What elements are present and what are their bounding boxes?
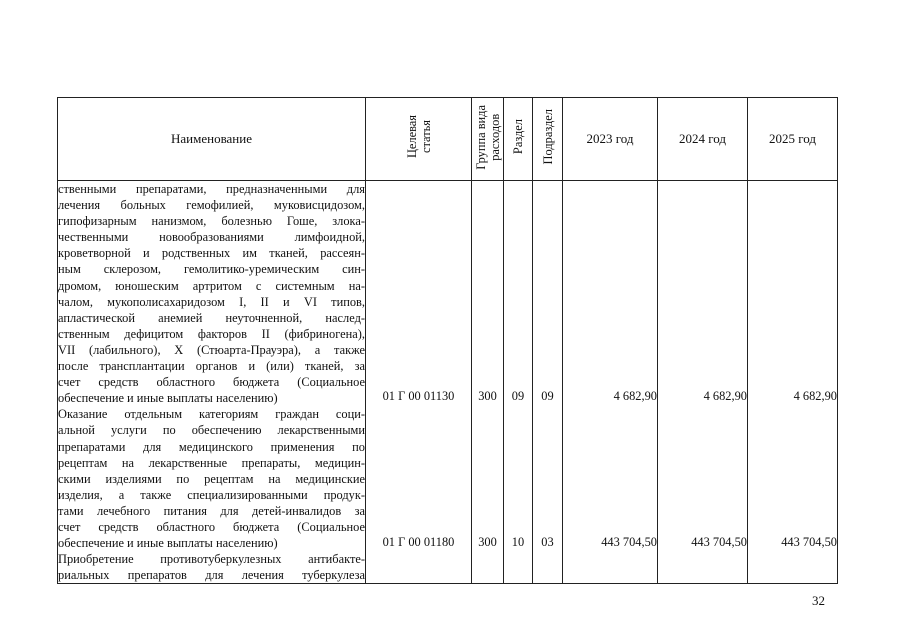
section-cell <box>504 181 533 584</box>
amount-2023-value: 4 682,90 <box>613 389 657 403</box>
header-section: Раздел <box>504 98 533 181</box>
header-target-article: Целевая статья <box>366 98 472 181</box>
expense-group-value: 300 <box>478 389 497 403</box>
header-2025: 2025 год <box>748 98 838 181</box>
amount-2023-cell <box>563 181 658 584</box>
amount-2024-value: 4 682,90 <box>703 389 747 403</box>
table-row <box>58 181 838 584</box>
section-value: 10 <box>511 535 525 549</box>
target-article-value: 01 Г 00 01130 <box>382 389 455 403</box>
description-cell: ственными препаратами, предназначенными для лечения больных гемофилией, муковисцидозом, гипофизарным нанизмом, болезнью Гоше, злока- чественными новообразованиями лимфоидной, кроветворной и родственных им тканей, рассеян- ным склерозом, гемолитико-уремическим син- дромом, юношеским артритом с системным на- чалом, мукополисахаридозом I, II и VI типов, апластической анемией неуточненной, наслед- ственным дефицитом факторов II (фибриногена), VII (лабильного), X (Стюарта-Прауэра), а также после трансплантации органов и (или) тканей, за счет средств областного бюджета (Социальное обеспечение и иные выплаты населению) Оказание отдельным категориям граждан соци- альной услуги по обеспечению лекарственными препаратами для медицинского применения по рецептам на лекарственные препараты, медицин- скими изделиями по рецептам на медицинские изделия, а также специализированными продук- тами лечебного питания для детей-инвалидов за счет средств областного бюджета (Социальное обеспечение и иные выплаты населению) Приобретение противотуберкулезных антибакте- риальных препаратов для лечения туберкулеза <box>58 182 365 583</box>
subsection-value: 09 <box>541 389 554 403</box>
section-value: 09 <box>511 389 525 403</box>
header-2023: 2023 год <box>563 98 658 181</box>
amount-2025-value: 443 704,50 <box>781 535 837 549</box>
target-article-cell <box>366 181 472 584</box>
page-number: 32 <box>812 593 825 608</box>
amount-2024-cell <box>658 181 748 584</box>
subsection-value: 03 <box>541 535 554 549</box>
header-row <box>58 98 838 181</box>
expense-group-value: 300 <box>478 535 497 549</box>
amount-2025-value: 4 682,90 <box>793 389 837 403</box>
amount-2025-cell <box>748 181 838 584</box>
subsection-cell <box>533 181 563 584</box>
expense-group-cell <box>472 181 504 584</box>
header-2024: 2024 год <box>658 98 748 181</box>
header-subsection: Подраздел <box>533 98 563 181</box>
header-name: Наименование <box>58 98 366 181</box>
budget-table <box>57 97 838 584</box>
amount-2024-value: 443 704,50 <box>691 535 747 549</box>
target-article-value: 01 Г 00 01180 <box>382 535 455 549</box>
header-expense-group: Группа вида расходов <box>472 98 504 181</box>
amount-2023-value: 443 704,50 <box>601 535 657 549</box>
